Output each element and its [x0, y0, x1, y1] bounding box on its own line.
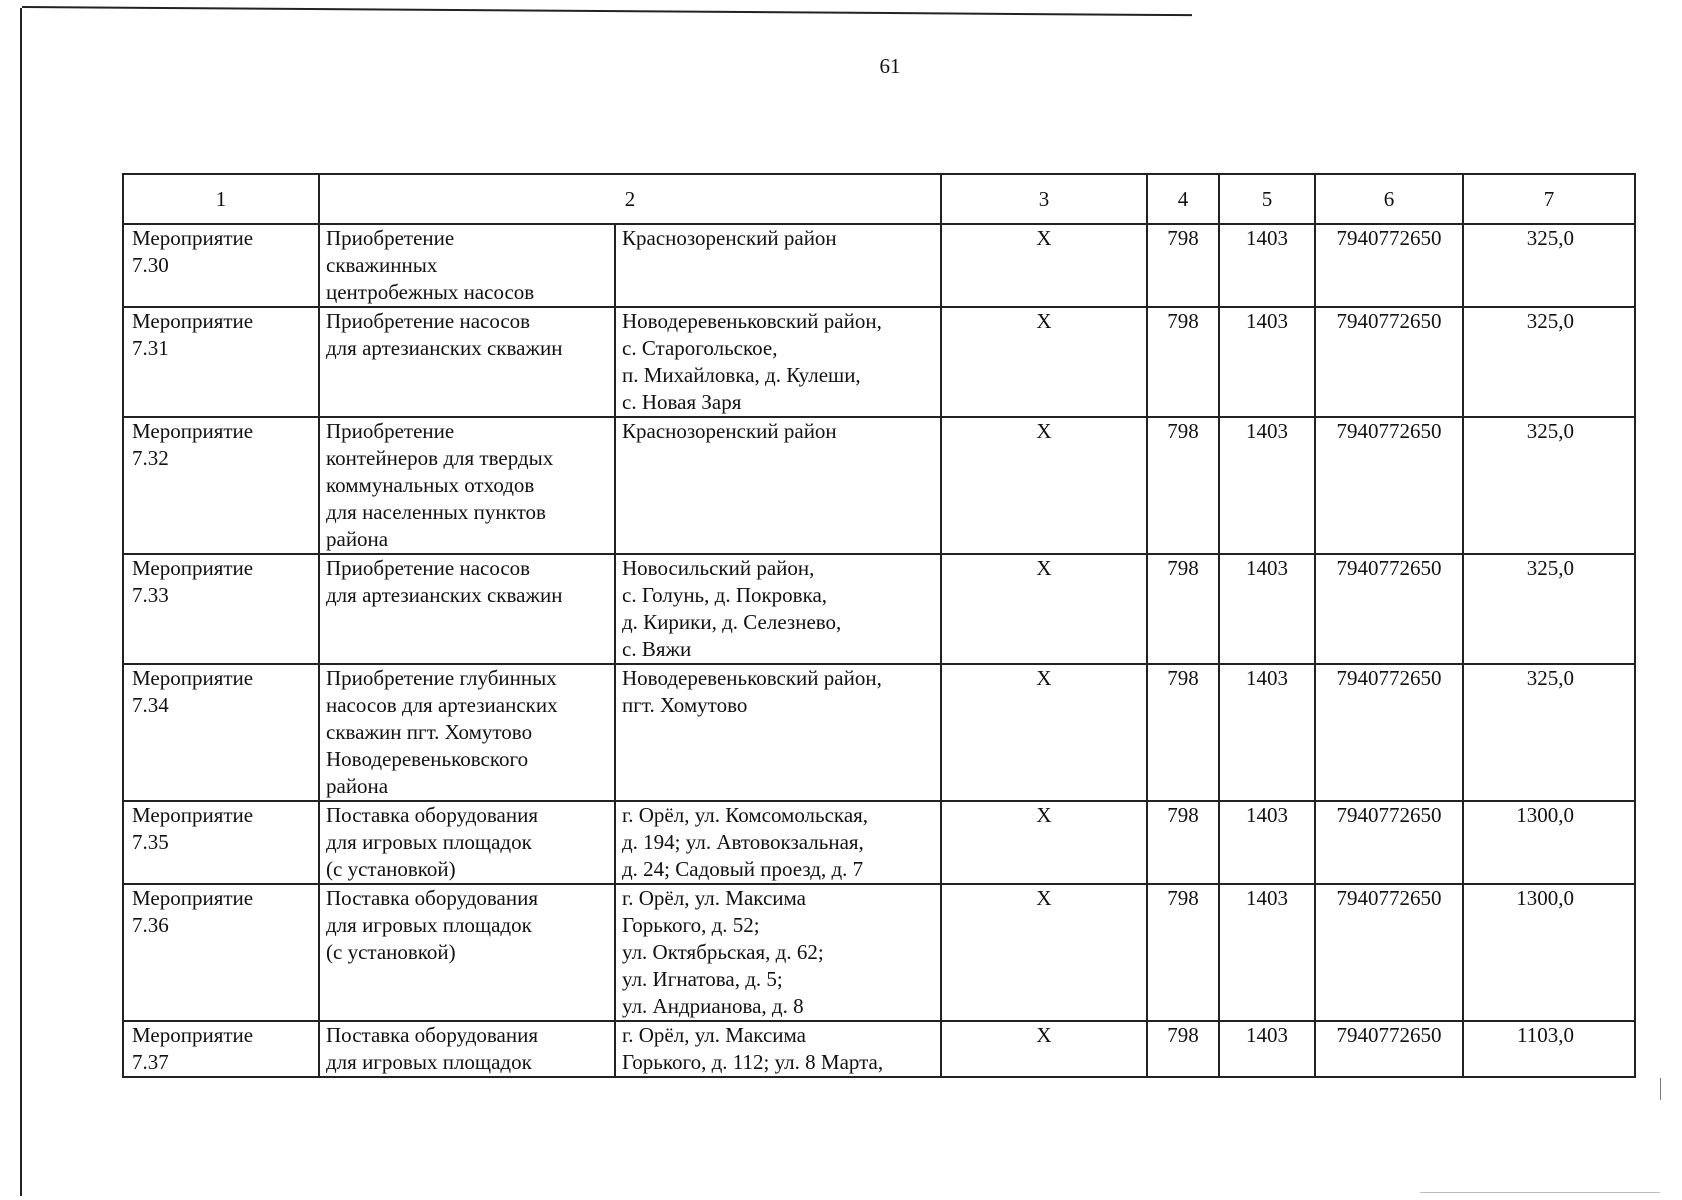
column-3-cell: Х	[941, 1021, 1147, 1077]
column-4-cell: 798	[1147, 884, 1219, 1021]
measure-location-cell: Краснозоренский район	[615, 417, 941, 554]
measure-name-cell: Приобретение насосов для артезианских скважин	[319, 554, 615, 664]
measure-name-cell: Приобретение скважинных центробежных насосов	[319, 224, 615, 307]
table-row	[123, 1021, 1635, 1077]
table-row	[123, 801, 1635, 884]
column-5-cell: 1403	[1219, 801, 1315, 884]
column-header: 4	[1147, 174, 1219, 224]
column-5-cell: 1403	[1219, 224, 1315, 307]
measure-name-cell: Приобретение насосов для артезианских скважин	[319, 307, 615, 417]
column-header: 5	[1219, 174, 1315, 224]
measure-id-cell: Мероприятие 7.32	[123, 417, 319, 554]
measure-id-cell: Мероприятие 7.37	[123, 1021, 319, 1077]
column-7-cell: 325,0	[1463, 664, 1635, 801]
measure-id-cell: Мероприятие 7.31	[123, 307, 319, 417]
measure-id-cell: Мероприятие 7.34	[123, 664, 319, 801]
page-number: 61	[879, 54, 901, 78]
measure-id-cell: Мероприятие 7.35	[123, 801, 319, 884]
column-6-cell: 7940772650	[1315, 417, 1463, 554]
scan-bottom-mark	[1420, 1192, 1660, 1193]
column-header: 7	[1463, 174, 1635, 224]
column-4-cell: 798	[1147, 417, 1219, 554]
table-row	[123, 417, 1635, 554]
column-7-cell: 325,0	[1463, 554, 1635, 664]
measure-location-cell: г. Орёл, ул. Максима Горького, д. 112; ул. 8 Марта,	[615, 1021, 941, 1077]
column-6-cell: 7940772650	[1315, 554, 1463, 664]
table-row	[123, 307, 1635, 417]
column-4-cell: 798	[1147, 307, 1219, 417]
measure-name-cell: Поставка оборудования для игровых площадок (с установкой)	[319, 884, 615, 1021]
header-row	[123, 174, 1635, 224]
measure-id-cell: Мероприятие 7.30	[123, 224, 319, 307]
column-3-cell: Х	[941, 884, 1147, 1021]
measures-table	[122, 173, 1636, 1078]
column-6-cell: 7940772650	[1315, 224, 1463, 307]
table-row	[123, 224, 1635, 307]
column-3-cell: Х	[941, 664, 1147, 801]
column-3-cell: Х	[941, 554, 1147, 664]
column-4-cell: 798	[1147, 664, 1219, 801]
scan-right-mark	[1660, 1078, 1661, 1100]
column-7-cell: 325,0	[1463, 224, 1635, 307]
column-7-cell: 1300,0	[1463, 884, 1635, 1021]
column-header: 6	[1315, 174, 1463, 224]
measure-name-cell: Приобретение контейнеров для твердых коммунальных отходов для населенных пунктов района	[319, 417, 615, 554]
measure-location-cell: Новосильский район, с. Голунь, д. Покровка, д. Кирики, д. Селезнево, с. Вяжи	[615, 554, 941, 664]
column-header: 3	[941, 174, 1147, 224]
measure-location-cell: Новодеревеньковский район, пгт. Хомутово	[615, 664, 941, 801]
column-7-cell: 1300,0	[1463, 801, 1635, 884]
table-row	[123, 884, 1635, 1021]
column-3-cell: Х	[941, 417, 1147, 554]
column-6-cell: 7940772650	[1315, 884, 1463, 1021]
column-5-cell: 1403	[1219, 1021, 1315, 1077]
column-4-cell: 798	[1147, 1021, 1219, 1077]
measure-location-cell: Новодеревеньковский район, с. Старогольское, п. Михайловка, д. Кулеши, с. Новая Заря	[615, 307, 941, 417]
table-row	[123, 664, 1635, 801]
measure-location-cell: Краснозоренский район	[615, 224, 941, 307]
column-6-cell: 7940772650	[1315, 1021, 1463, 1077]
column-5-cell: 1403	[1219, 554, 1315, 664]
column-header: 2	[319, 174, 941, 224]
measure-location-cell: г. Орёл, ул. Комсомольская, д. 194; ул. Автовокзальная, д. 24; Садовый проезд, д. 7	[615, 801, 941, 884]
column-7-cell: 1103,0	[1463, 1021, 1635, 1077]
column-7-cell: 325,0	[1463, 307, 1635, 417]
column-5-cell: 1403	[1219, 884, 1315, 1021]
column-5-cell: 1403	[1219, 417, 1315, 554]
column-4-cell: 798	[1147, 801, 1219, 884]
column-header: 1	[123, 174, 319, 224]
column-7-cell: 325,0	[1463, 417, 1635, 554]
column-5-cell: 1403	[1219, 307, 1315, 417]
column-6-cell: 7940772650	[1315, 307, 1463, 417]
column-4-cell: 798	[1147, 554, 1219, 664]
column-3-cell: Х	[941, 307, 1147, 417]
measure-location-cell: г. Орёл, ул. Максима Горького, д. 52; ул. Октябрьская, д. 62; ул. Игнатова, д. 5; ул. Андрианова, д. 8	[615, 884, 941, 1021]
column-3-cell: Х	[941, 224, 1147, 307]
measure-id-cell: Мероприятие 7.36	[123, 884, 319, 1021]
column-4-cell: 798	[1147, 224, 1219, 307]
column-5-cell: 1403	[1219, 664, 1315, 801]
measure-name-cell: Поставка оборудования для игровых площадок (с установкой)	[319, 801, 615, 884]
scan-left-edge	[20, 8, 22, 1196]
scan-top-edge	[22, 6, 1192, 16]
measure-name-cell: Поставка оборудования для игровых площадок	[319, 1021, 615, 1077]
column-3-cell: Х	[941, 801, 1147, 884]
measure-name-cell: Приобретение глубинных насосов для артезианских скважин пгт. Хомутово Новодеревеньковского района	[319, 664, 615, 801]
measure-id-cell: Мероприятие 7.33	[123, 554, 319, 664]
column-6-cell: 7940772650	[1315, 664, 1463, 801]
column-6-cell: 7940772650	[1315, 801, 1463, 884]
table-row	[123, 554, 1635, 664]
